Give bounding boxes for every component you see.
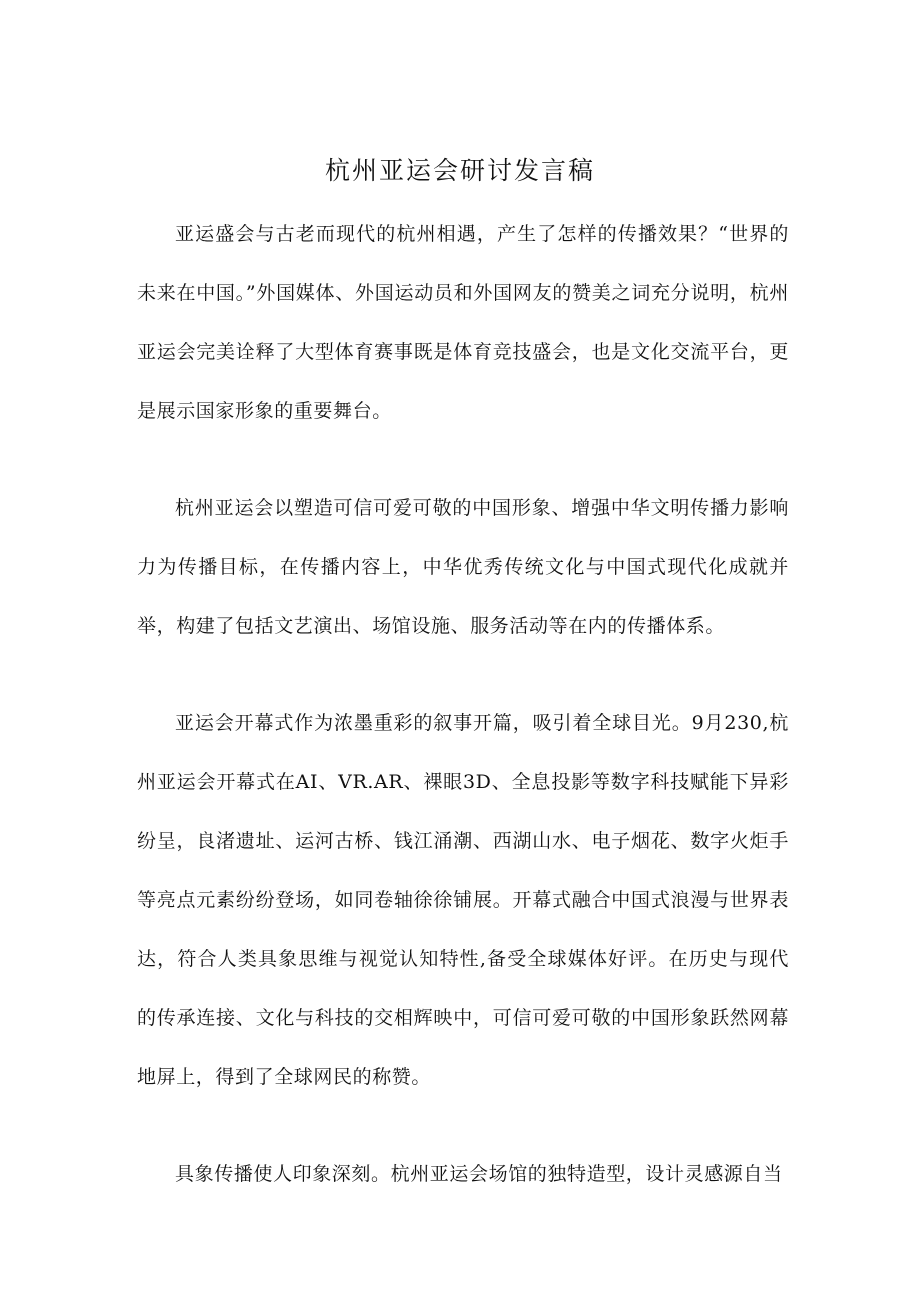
paragraph-3: 亚运会开幕式作为浓墨重彩的叙事开篇，吸引着全球目光。9月230,杭州亚运会开幕式在AI、VR.AR、裸眼3D、全息投影等数字科技赋能下异彩纷呈，良渚遗址、运河古桥、钱江涌潮、西湖山水、电子烟花、数字火炬手等亮点元素纷纷登场，如同卷轴徐徐铺展。开幕式融合中国式浪漫与世界表达，符合人类具象思维与视觉认知特性,备受全球媒体好评。在历史与现代的传承连接、文化与科技的交相辉映中，可信可爱可敬的中国形象跃然网幕地屏上，得到了全球网民的称赞。 [137,712,789,1088]
page-title: 杭州亚运会研讨发言稿 [324,155,595,185]
paragraph-4: 具象传播使人印象深刻。杭州亚运会场馆的独特造型，设计灵感源自当 [175,1163,783,1185]
paragraph-1: 亚运盛会与古老而现代的杭州相遇，产生了怎样的传播效果？“世界的未来在中国。”外国媒体、外国运动员和外国网友的赞美之词充分说明，杭州亚运会完美诠释了大型体育赛事既是体育竞技盛会，也是文化交流平台，更是展示国家形象的重要舞台。 [137,223,789,422]
document-body [137,205,789,1242]
paragraph-2: 杭州亚运会以塑造可信可爱可敬的中国形象、增强中华文明传播力影响力为传播目标，在传播内容上，中华优秀传统文化与中国式现代化成就并举，构建了包括文艺演出、场馆设施、服务活动等在内的传播体系。 [137,497,789,637]
